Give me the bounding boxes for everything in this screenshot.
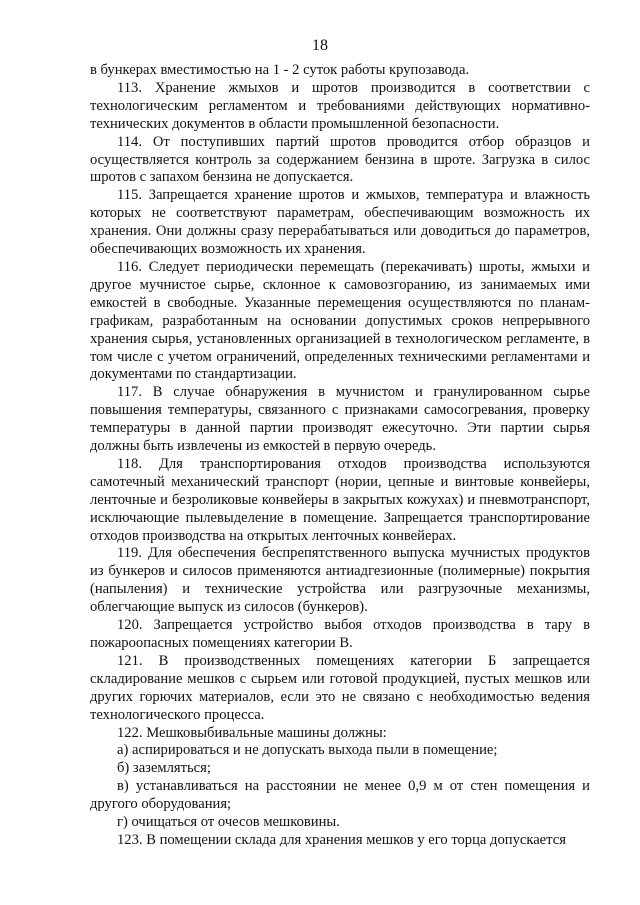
list-item-a: а) аспирироваться и не допускать выхода пыли в помещение;: [117, 742, 498, 759]
paragraph-119: 119. Для обеспечения беспрепятственного выпуска мучнистых продуктов из бункеров и силосов применяются антиадгезионные (полимерные) покрытия (напыления) и технические устройства или разгрузочные механизмы, облегчающие выпуск из силосов (бункеров).: [90, 545, 590, 616]
paragraph-115: 115. Запрещается хранение шротов и жмыхов, температура и влажность которых не соответствуют параметрам, обеспечивающим возможность их хранения. Они должны сразу перерабатываться или доводиться до параметров, обеспечивающих возможность их хранения.: [90, 187, 590, 258]
paragraph-123: 123. В помещении склада для хранения мешков у его торца допускается: [117, 831, 566, 848]
document-body: [90, 62, 590, 850]
paragraph-122: 122. Мешковыбивальные машины должны:: [117, 724, 387, 741]
page-number: 18: [312, 37, 328, 54]
paragraph-118: 118. Для транспортирования отходов производства используются самотечный механический транспорт (нории, цепные и винтовые конвейеры, ленточные и безроликовые конвейеры в закрытых кожухах) и пневмотранспорт, исключающие пылевыделение в помещение. Запрещается транспортирование отходов производства на открытых ленточных конвейерах.: [90, 455, 590, 544]
paragraph-120: 120. Запрещается устройство выбоя отходов производства в тару в пожароопасных помещениях категории В.: [90, 617, 590, 651]
paragraph-116: 116. Следует периодически перемещать (перекачивать) шроты, жмыхи и другое мучнистое сырье, склонное к самовозгоранию, из занимаемых ими емкостей в свободные. Указанные перемещения осуществляются по планам-графикам, разработанным на основании допустимых сроков непрерывного хранения сырья, установленных организацией в технологическом регламенте, в том числе с учетом ограничений, определенных техническими регламентами и документами по стандартизации.: [90, 258, 590, 383]
list-item-b: б) заземляться;: [117, 760, 211, 777]
paragraph-continuation: в бункерах вместимостью на 1 - 2 суток работы крупозавода.: [90, 62, 470, 78]
paragraph-113: 113. Хранение жмыхов и шротов производится в соответствии с технологическим регламентом и требованиями действующих нормативно-технических документов в области промышленной безопасности.: [90, 79, 590, 132]
paragraph-117: 117. В случае обнаружения в мучнистом и гранулированном сырье повышения температуры, связанного с признаками самосогревания, проверку температуры в данной партии производят ежесуточно. Эти партии сырья должны быть извлечены из емкостей в первую очередь.: [90, 384, 590, 455]
list-item-v: в) устанавливаться на расстоянии не менее 0,9 м от стен помещения и другого оборудования;: [90, 778, 590, 813]
paragraph-121: 121. В производственных помещениях категории Б запрещается складирование мешков с сырьем или готовой продукцией, пустых мешков или других горючих материалов, если это не связано с необходимостью ведения технологического процесса.: [90, 652, 590, 723]
list-item-g: г) очищаться от очесов мешковины.: [117, 814, 340, 831]
paragraph-114: 114. От поступивших партий шротов проводится отбор образцов и осуществляется контроль за содержанием бензина в шроте. Загрузка в силос шротов с запахом бензина не допускается.: [90, 133, 590, 186]
